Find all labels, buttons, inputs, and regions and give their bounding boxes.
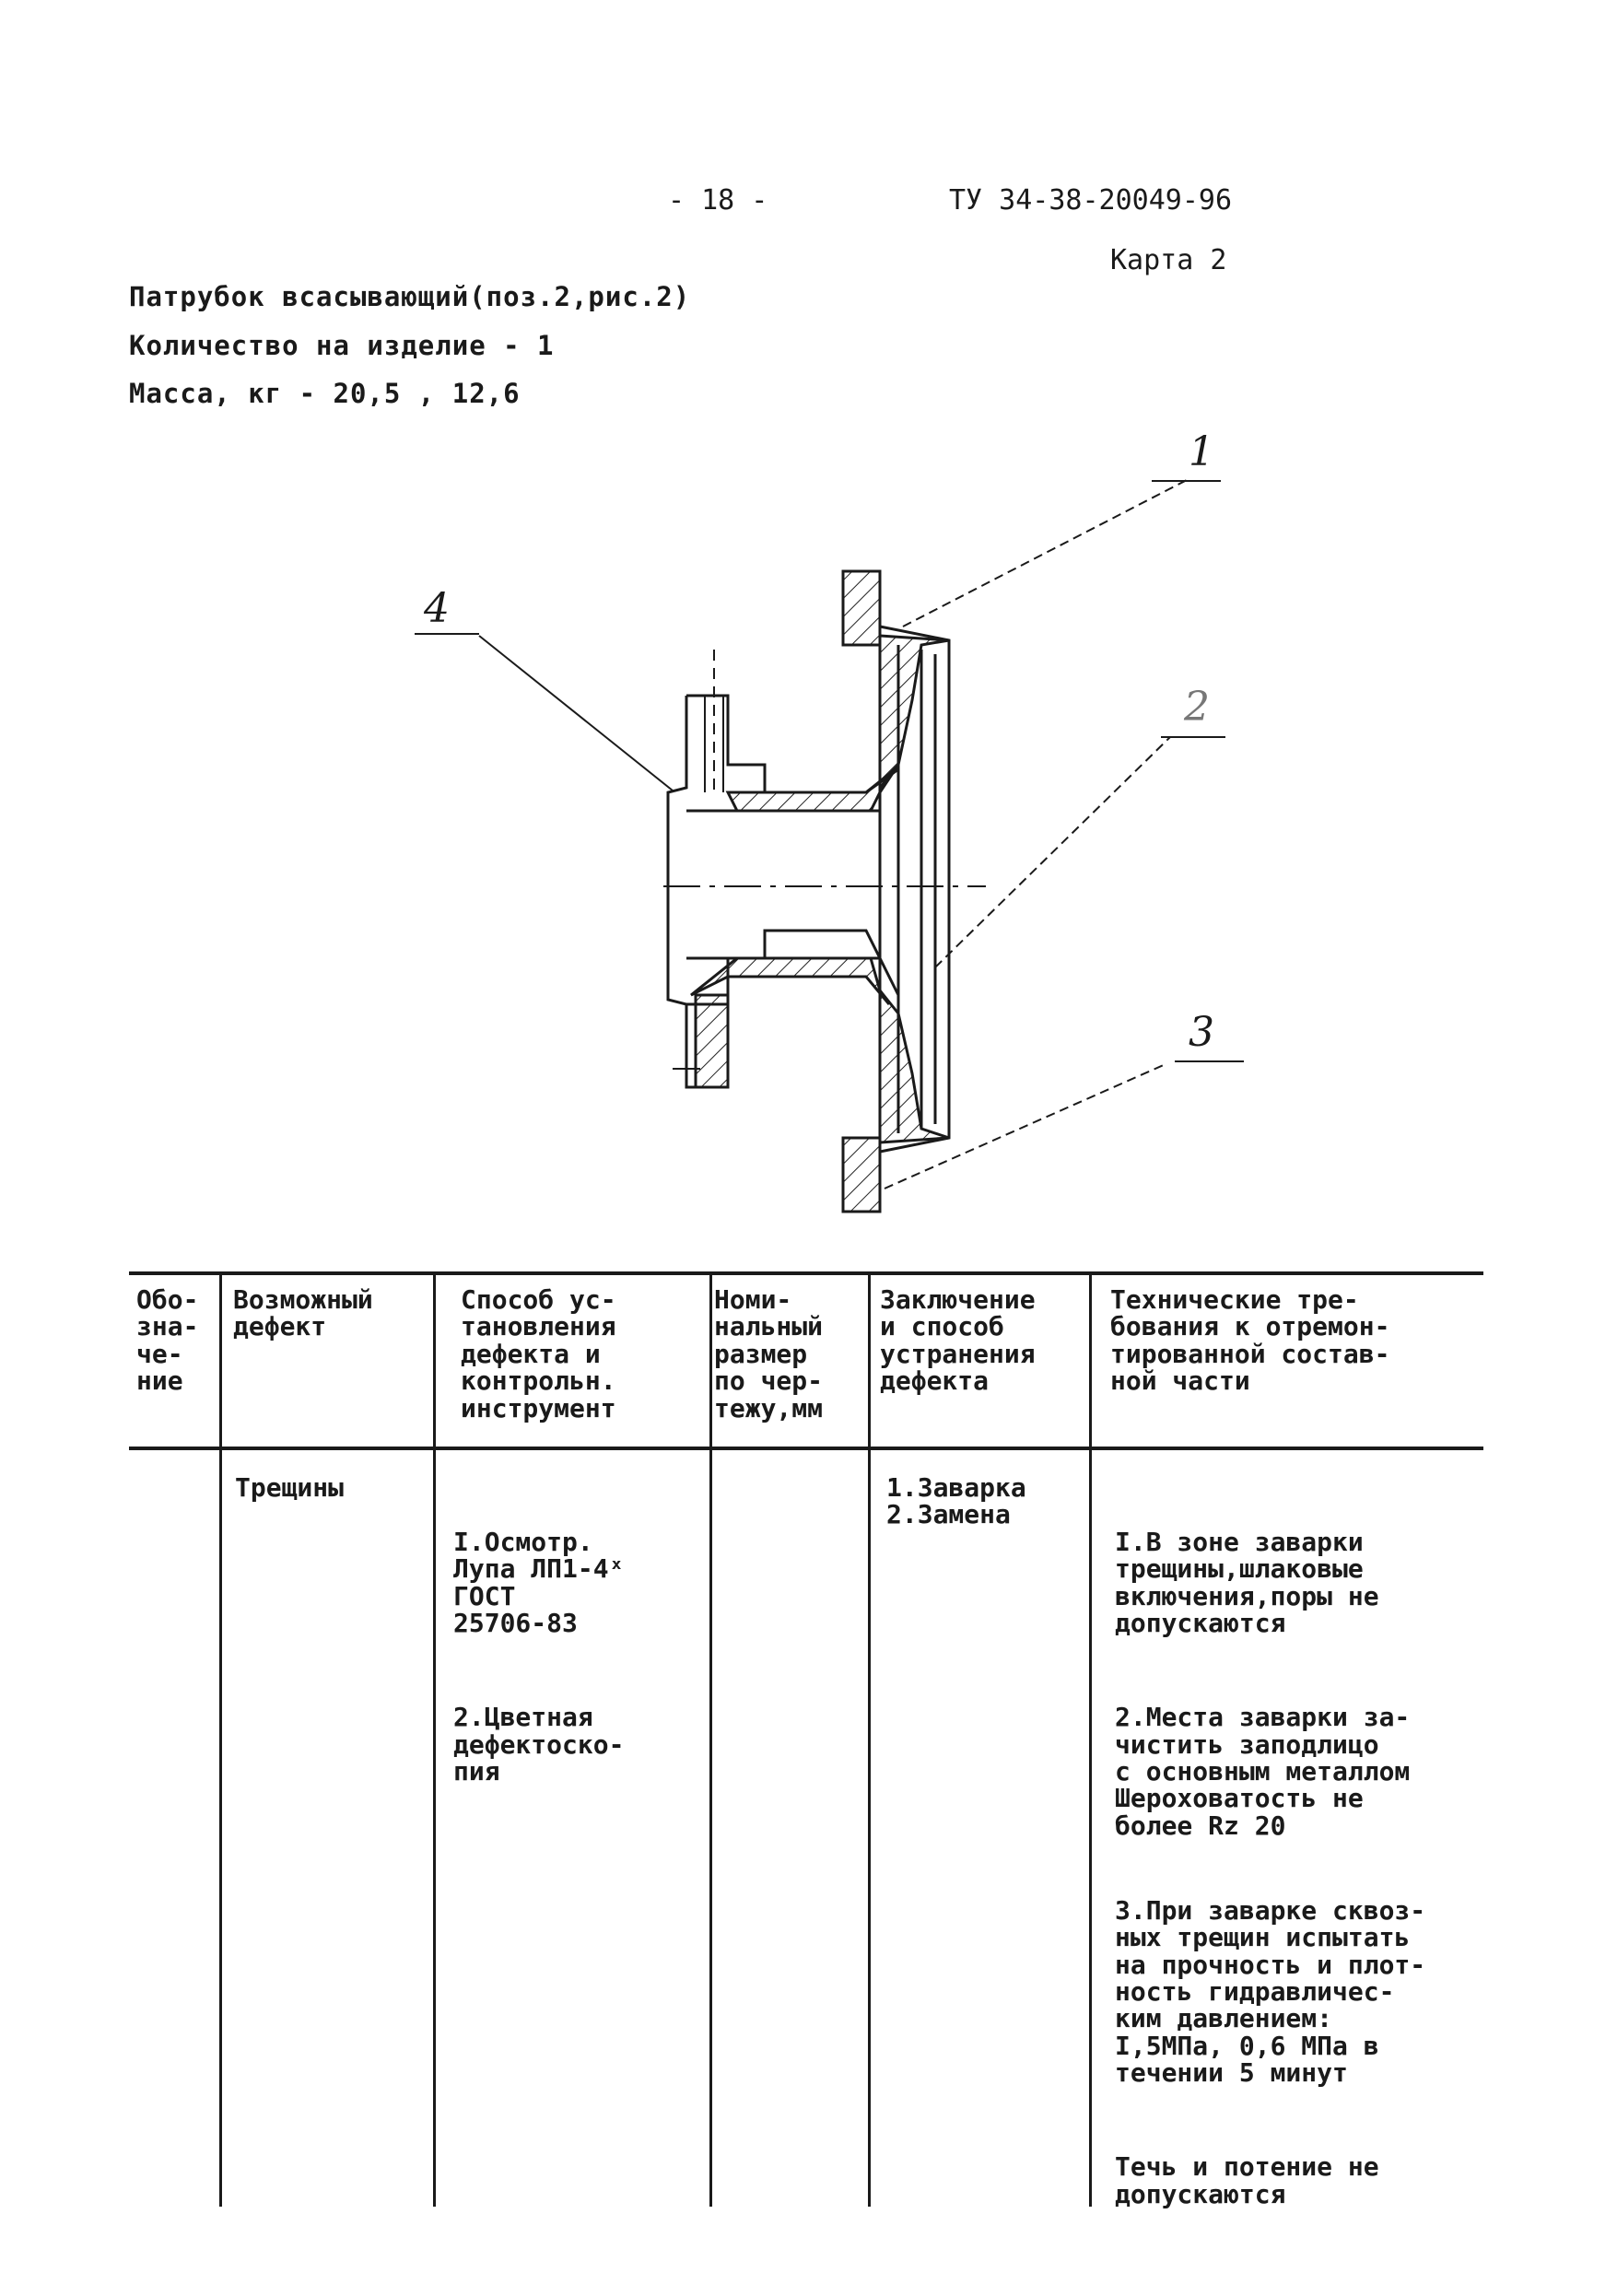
requirement-2: 2.Места заварки за- чистить заподлицо с основным металлом Шероховатость не более Rz 20 bbox=[1115, 1702, 1411, 1841]
callout-1: 1 bbox=[1189, 428, 1214, 475]
card-number: Карта 2 bbox=[1110, 244, 1227, 276]
col-divider-4 bbox=[868, 1271, 871, 2207]
cell-method bbox=[453, 1474, 624, 1825]
requirement-1: I.В зоне заварки трещины,шлаковые включения,поры не допускаются bbox=[1115, 1526, 1379, 1638]
method-item-1: I.Осмотр. Лупа ЛП1-4ˣ ГОСТ 25706-83 bbox=[453, 1526, 625, 1638]
leader-3 bbox=[885, 1064, 1166, 1189]
header-remedy: Заключение и способ устранения дефекта bbox=[880, 1284, 1036, 1397]
callout-2: 2 bbox=[1184, 684, 1210, 731]
header-designation: Обо- зна- че- ние bbox=[136, 1284, 199, 1397]
cell-defect: Трещины bbox=[235, 1472, 345, 1503]
flange-hatch-bottom bbox=[843, 1138, 880, 1212]
method-item-2: 2.Цветная дефектоско- пия bbox=[453, 1702, 625, 1786]
col-divider-3 bbox=[709, 1271, 712, 2207]
requirement-4: Течь и потение не допускаются bbox=[1115, 2151, 1379, 2209]
header-method: Способ ус- тановления дефекта и контрольн. инструмент bbox=[461, 1284, 616, 1423]
part-name: Патрубок всасывающий(поз.2,рис.2) bbox=[129, 281, 691, 312]
col-divider-1 bbox=[219, 1271, 222, 2207]
col-divider-5 bbox=[1089, 1271, 1092, 2207]
leader-1 bbox=[903, 479, 1189, 627]
document-code: ТУ 34-38-20049-96 bbox=[949, 184, 1233, 217]
part-quantity: Количество на изделие - 1 bbox=[129, 330, 555, 361]
callout-3: 3 bbox=[1189, 1009, 1214, 1056]
leader-4 bbox=[479, 636, 673, 791]
table-header-rule bbox=[129, 1447, 1483, 1450]
col-divider-2 bbox=[433, 1271, 436, 2207]
table-top-rule bbox=[129, 1271, 1483, 1275]
cell-remedy: 1.Заварка 2.Замена bbox=[886, 1472, 1026, 1530]
header-nominal-size: Номи- нальный размер по чер- тежу,мм bbox=[714, 1284, 824, 1423]
page-number: - 18 - bbox=[668, 184, 768, 217]
part-mass: Масса, кг - 20,5 , 12,6 bbox=[129, 378, 521, 409]
leader-2 bbox=[935, 737, 1170, 967]
requirement-3: 3.При заварке сквоз- ных трещин испытать на прочность и плот- ность гидравличес- ким давлением: I,5МПа, 0,6 МПа в течении 5 минут bbox=[1115, 1894, 1426, 2089]
callout-4: 4 bbox=[424, 585, 450, 632]
cell-requirements bbox=[1115, 1474, 1425, 2248]
header-defect: Возможный дефект bbox=[233, 1284, 373, 1342]
header-requirements: Технические тре- бования к отремон- тированной состав- ной части bbox=[1110, 1284, 1390, 1397]
flange-hatch-top bbox=[843, 571, 880, 645]
